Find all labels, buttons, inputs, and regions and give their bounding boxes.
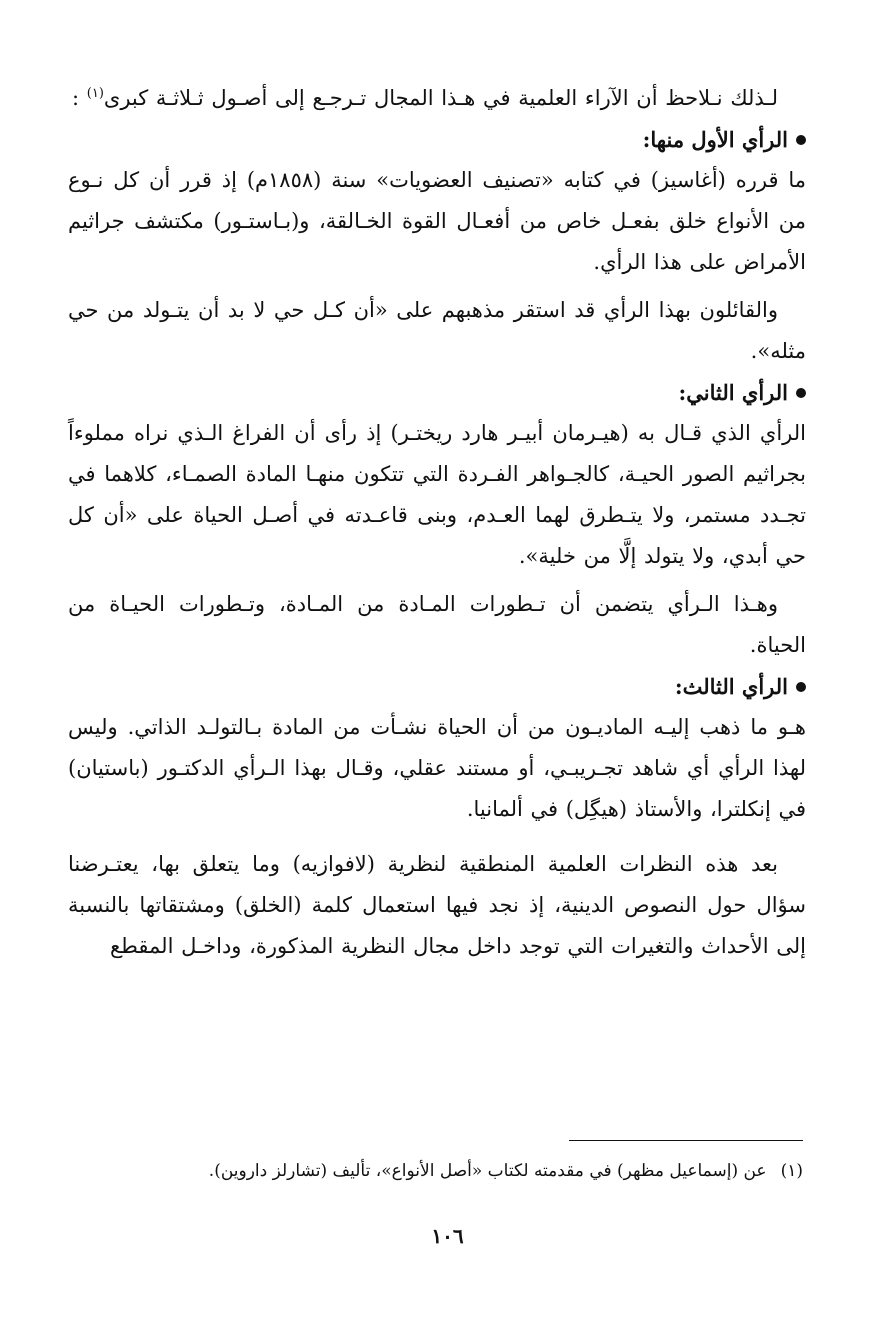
opinion2-heading xyxy=(68,372,806,413)
opinion1-heading xyxy=(68,119,806,160)
footnote-reference: (١) xyxy=(86,86,104,101)
footnote-number: (١) xyxy=(780,1161,803,1181)
main-text xyxy=(68,78,806,967)
opinion3-heading xyxy=(68,666,806,707)
intro-text: لـذلك نـلاحظ أن الآراء العلمية في هـذا المجال تـرجـع إلى أصـول ثـلاثـة كبرى xyxy=(103,86,778,110)
opinion1-heading-text: الرأي الأول منها: xyxy=(642,127,788,152)
opinion1-followup-paragraph: والقائلون بهذا الرأي قد استقر مذهبهم على «أن كـل حي لا بد أن يتـولد من حي مثله». xyxy=(68,298,806,363)
footnote-text: عن (إسماعيل مظهر) في مقدمته لكتاب «أصل الأنواع»، تأليف (تشارلز داروين). xyxy=(208,1161,767,1181)
footnote-divider xyxy=(569,1140,803,1141)
opinion3-paragraph: هـو ما ذهب إليـه الماديـون من أن الحياة نشـأت من المادة بـالتولـد الذاتي. وليس لهذا الرأي أي شاهد تجـريبـي، أو مستند عقلي، وقـال بهذا الـرأي الدكتـور (باستيان) في إنكلترا، والأستاذ (هيگِل) في ألمانيا. xyxy=(68,715,806,821)
intro-paragraph xyxy=(68,78,806,119)
bullet-icon xyxy=(796,682,806,692)
opinion2-heading-text: الرأي الثاني: xyxy=(678,380,788,405)
bullet-icon xyxy=(796,388,806,398)
opinion3-heading-text: الرأي الثالث: xyxy=(674,674,788,699)
page-number: ١٠٦ xyxy=(431,1224,464,1248)
bullet-icon xyxy=(796,135,806,145)
intro-colon: : xyxy=(71,86,80,110)
opinion2-followup-paragraph: وهـذا الـرأي يتضمن أن تـطورات المـادة من المـادة، وتـطورات الحيـاة من الحياة. xyxy=(68,592,806,657)
footnote xyxy=(83,1158,803,1184)
opinion1-paragraph: ما قرره (أغاسيز) في كتابه «تصنيف العضويات» سنة (١٨٥٨م) إذ قرر أن كل نـوع من الأنواع خلق بفعـل خاص من أفعـال القوة الخـالقة، و(بـاستـور) مكتشف جراثيم الأمراض على هذا الرأي. xyxy=(68,168,806,274)
closing-paragraph: بعد هذه النظرات العلمية المنطقية لنظرية (لافوازيه) وما يتعلق بها، يعتـرضنا سؤال حول النصوص الدينية، إذ نجد فيها استعمال كلمة (الخلق) ومشتقاتها بالنسبة إلى الأحداث والتغيرات التي توجد داخل مجال النظرية المذكورة، وداخـل المقطع xyxy=(68,852,806,958)
opinion2-paragraph: الرأي الذي قـال به (هيـرمان أبيـر هارد ريختـر) إذ رأى أن الفراغ الـذي نراه مملوءاً بجراثيم الصور الحيـة، كالجـواهر الفـردة التي تتكون منهـا المادة الصمـاء، كلاهما في تجـدد مستمر، ولا يتـطرق لهما العـدم، وبنى قاعـدته في أصـل الحياة على «أن كل حي أبدي، ولا يتولد إلَّا من خلية». xyxy=(68,421,806,568)
